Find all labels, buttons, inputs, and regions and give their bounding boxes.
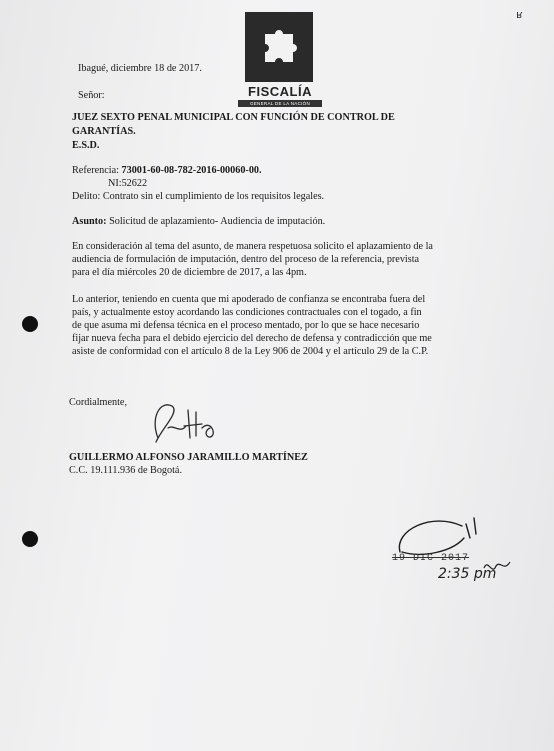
salutation: Señor: <box>78 90 105 101</box>
reference-number: 73001-60-08-782-2016-00060-00. <box>121 165 262 176</box>
addressee-line-2: GARANTÍAS. <box>72 126 136 137</box>
paragraph-2-line-3: de que asuma mi defensa técnica en el proceso mentado, por lo que se hace necesario <box>72 320 420 331</box>
logo-name: FISCALÍA <box>248 84 312 99</box>
addressee-line-1: JUEZ SEXTO PENAL MUNICIPAL CON FUNCIÓN DE CONTROL DE <box>72 112 395 123</box>
delito-line <box>72 190 324 203</box>
paragraph-2-line-5: asiste de conformidad con el artículo 8 de la Ley 906 de 2004 y el artículo 29 de la C.P. <box>72 346 429 357</box>
signer-id: C.C. 19.111.936 de Bogotá. <box>69 465 183 476</box>
signer-name: GUILLERMO ALFONSO JARAMILLO MARTÍNEZ <box>69 452 308 463</box>
paragraph-1-line-2: audiencia de formulación de imputación, dentro del proceso de la referencia, prevista <box>72 254 420 265</box>
subject-text: Solicitud de aplazamiento- Audiencia de imputación. <box>109 216 326 227</box>
closing-greeting: Cordialmente, <box>69 397 127 408</box>
reference-label: Referencia: <box>72 165 119 176</box>
subject-label: Asunto: <box>72 216 107 227</box>
logo-subtitle: GENERAL DE LA NACIÓN <box>238 100 322 107</box>
stamp-time: 2:35 pm <box>438 566 497 582</box>
paragraph-2-line-2: país, y actualmente estoy acordando las condiciones contractuales con el togado, a fin <box>72 307 422 318</box>
paragraph-2-line-1: Lo anterior, teniendo en cuenta que mi apoderado de confianza se encontraba fuera del <box>72 294 426 305</box>
handwritten-signature <box>140 398 240 448</box>
paragraph-1-line-3: para el día miércoles 20 de diciembre de 2017, a las 4pm. <box>72 267 307 278</box>
place-date: Ibagué, diciembre 18 de 2017. <box>78 63 202 74</box>
reference-line <box>72 164 262 177</box>
stamp-date: 19 DIC 2017 <box>392 553 470 564</box>
delito-label: Delito: <box>72 191 101 202</box>
paragraph-2-line-4: fijar nueva fecha para el debido ejercicio del derecho de defensa y contradicción que me <box>72 333 432 344</box>
addressee-line-3: E.S.D. <box>72 140 100 151</box>
corner-mark: ʁ <box>516 8 523 21</box>
delito-text: Contrato sin el cumplimiento de los requisitos legales. <box>102 191 325 202</box>
binder-hole-top <box>22 316 38 332</box>
subject-line <box>72 215 325 228</box>
binder-hole-bottom <box>22 531 38 547</box>
fiscalia-logo <box>245 12 313 82</box>
paragraph-1-line-1: En consideración al tema del asunto, de manera respetuosa solicito el aplazamiento de la <box>72 241 433 252</box>
ni-number: NI:52622 <box>108 178 148 189</box>
puzzle-icon <box>245 12 313 82</box>
